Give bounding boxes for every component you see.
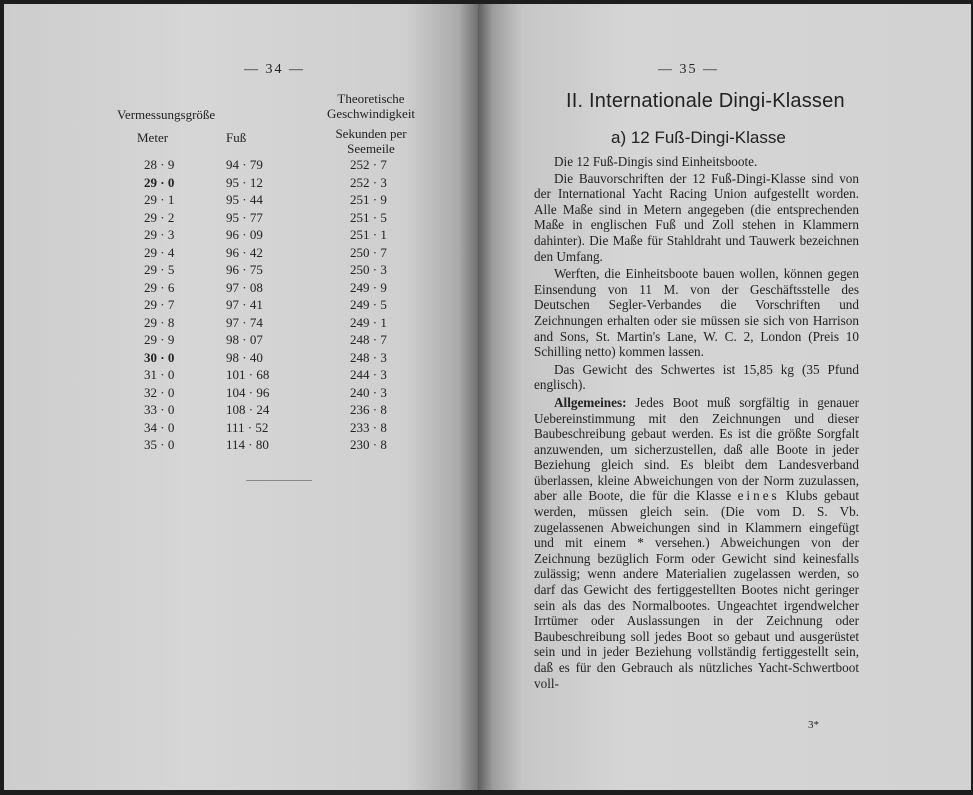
cell-seconds: 244 · 3 [350, 367, 387, 382]
header-speed-line1: Theoretische [337, 91, 405, 106]
cell-meter: 34 · 0 [144, 419, 175, 435]
paragraph-5-part-a: Jedes Boot muß sorgfältig in genauer Uebereinstimmung mit den Zeichnungen und dieser Baubeschreibung gebaut werden. Es ist die größte Sorgfalt anzuwenden, um sicherzustellen, daß alle Boote in jeder Beziehung gleich sind. Es bleibt dem Landesverband überlassen, kleine Abweichungen von der Norm zuzulassen, aber alle Boote, die für die Klasse [534, 394, 859, 504]
cell-fuss: 98 · 40 [226, 349, 263, 365]
cell-fuss: 96 · 42 [226, 244, 263, 260]
paragraph-5 [534, 395, 859, 691]
paragraph-2: Die Bauvorschriften der 12 Fuß-Dingi-Klasse sind von der International Yacht Racing Union aufgestellt worden. Alle Maße sind in Metern angegeben (die entsprechenden Maße in englischen Fuß und Zoll stehen in Klammern dahinter). Die Maße für Stahldraht und Tauwerk bezeichnen den Umfang. [534, 170, 859, 264]
cell-meter: 29 · 5 [144, 262, 175, 277]
cell-seconds: 249 · 9 [350, 279, 387, 295]
cell-seconds: 250 · 3 [350, 262, 387, 277]
paragraph-4: Das Gewicht des Schwertes ist 15,85 kg (35 Pfund englisch). [534, 361, 859, 393]
cell-meter: 29 · 2 [144, 209, 175, 225]
cell-seconds: 248 · 3 [350, 349, 387, 365]
cell-fuss: 108 · 24 [226, 402, 270, 417]
section-title: a) 12 Fuß-Dingi-Klasse [611, 128, 786, 147]
cell-meter: 33 · 0 [144, 402, 175, 417]
cell-meter: 29 · 4 [144, 244, 175, 260]
table-row [4, 401, 478, 419]
cell-meter: 30 · 0 [144, 349, 175, 365]
cell-fuss: 101 · 68 [226, 367, 270, 382]
header-speed [314, 91, 428, 121]
cell-seconds: 230 · 8 [350, 437, 387, 452]
cell-fuss: 114 · 80 [226, 437, 269, 452]
header-speed-line2: Geschwindigkeit [326, 106, 416, 121]
header-seconds [316, 126, 426, 156]
paragraph-5-part-b: Klubs gebaut werden, müssen gleich sein. (Die vom D. S. Vb. zugelassenen Abweichungen sind in Klammern eingefügt und mit einem * versehen.) Abweichungen von der Zeichnung bezüglich Form oder Gewicht sind keinesfalls zulässig; wenn andere Materialien zugelassen werden, so darf das Gewicht des fertiggestellten Bootes nicht geringer sein als das des Normalbootes. Ungeachtet irgendwelcher Irrtümer oder Auslassungen in der Zeichnung oder Baubeschreibung soll jedes Boot so gebaut und ausgerüstet sein und in jeder Beziehung vollständig fertiggestellt sein, daß es für den Gebrauch als nützliches Yacht-Schwertboot voll- [534, 488, 859, 691]
table-row [4, 191, 478, 209]
cell-fuss: 94 · 79 [226, 157, 263, 172]
right-page [478, 4, 971, 790]
allgemeines-label: Allgemeines: [554, 394, 627, 410]
cell-seconds: 236 · 8 [350, 402, 387, 417]
cell-seconds: 233 · 8 [350, 419, 387, 435]
measurement-table [4, 156, 478, 454]
table-row [4, 314, 478, 332]
cell-fuss: 104 · 96 [226, 384, 270, 400]
signature-mark: 3* [808, 719, 819, 731]
cell-seconds: 252 · 7 [350, 157, 387, 172]
cell-fuss: 95 · 12 [226, 174, 263, 190]
cell-meter: 28 · 9 [144, 157, 175, 172]
cell-meter: 29 · 0 [144, 174, 175, 190]
body-text [534, 154, 859, 691]
paragraph-1: Die 12 Fuß-Dingis sind Einheitsboote. [554, 154, 758, 169]
cell-seconds: 251 · 9 [350, 192, 387, 207]
table-row [4, 419, 478, 437]
table-row [4, 209, 478, 227]
cell-fuss: 96 · 09 [226, 227, 263, 242]
cell-meter: 29 · 1 [144, 192, 175, 207]
table-row [4, 279, 478, 297]
cell-seconds: 249 · 5 [350, 297, 387, 312]
table-row [4, 244, 478, 262]
cell-fuss: 95 · 77 [226, 209, 263, 225]
paragraph-5-emphasis: eines [737, 488, 780, 504]
cell-meter: 29 · 6 [144, 279, 175, 295]
cell-seconds: 248 · 7 [350, 332, 387, 347]
paragraph-3: Werften, die Einheitsboote bauen wollen, können gegen Einsendung von 11 M. von der Geschäftsstelle des Deutschen Segler-Verbandes die Vorschriften und Zeichnungen erhalten oder sie müssen sie sich von Harrison and Sons, St. Martin's Lane, W. C. 2, London (Preis 10 Schilling netto) kommen lassen. [534, 266, 859, 360]
cell-fuss: 97 · 08 [226, 279, 263, 295]
cell-meter: 31 · 0 [144, 367, 175, 382]
cell-meter: 35 · 0 [144, 437, 175, 452]
cell-seconds: 250 · 7 [350, 244, 387, 260]
table-row [4, 174, 478, 192]
cell-seconds: 249 · 1 [350, 314, 387, 330]
table-row [4, 226, 478, 244]
cell-meter: 32 · 0 [144, 384, 175, 400]
cell-seconds: 251 · 1 [350, 227, 387, 242]
left-page [4, 4, 478, 790]
table-row [4, 261, 478, 279]
cell-fuss: 111 · 52 [226, 419, 269, 435]
table-row [4, 156, 478, 174]
cell-fuss: 98 · 07 [226, 332, 263, 347]
cell-seconds: 252 · 3 [350, 174, 387, 190]
cell-fuss: 97 · 41 [226, 297, 263, 312]
table-row [4, 296, 478, 314]
header-fuss: Fuß [226, 130, 247, 145]
cell-seconds: 251 · 5 [350, 209, 387, 225]
end-rule [246, 480, 312, 481]
cell-meter: 29 · 7 [144, 297, 175, 312]
table-row [4, 366, 478, 384]
cell-meter: 29 · 8 [144, 314, 175, 330]
cell-fuss: 97 · 74 [226, 314, 263, 330]
header-meter: Meter [137, 130, 169, 145]
cell-seconds: 240 · 3 [350, 384, 387, 400]
header-seconds-line2: Seemeile [347, 141, 395, 156]
right-page-number: — 35 — [658, 62, 719, 77]
cell-meter: 29 · 3 [144, 227, 175, 242]
header-seconds-line1: Sekunden per [335, 126, 407, 141]
left-page-number: — 34 — [244, 62, 305, 77]
cell-fuss: 95 · 44 [226, 192, 263, 207]
table-row [4, 436, 478, 454]
chapter-title: II. Internationale Dingi-Klassen [566, 90, 845, 112]
cell-fuss: 96 · 75 [226, 262, 263, 277]
cell-meter: 29 · 9 [144, 332, 175, 347]
table-row [4, 349, 478, 367]
header-vermessungsgroesse: Vermessungsgröße [117, 107, 216, 122]
table-row [4, 384, 478, 402]
table-row [4, 331, 478, 349]
